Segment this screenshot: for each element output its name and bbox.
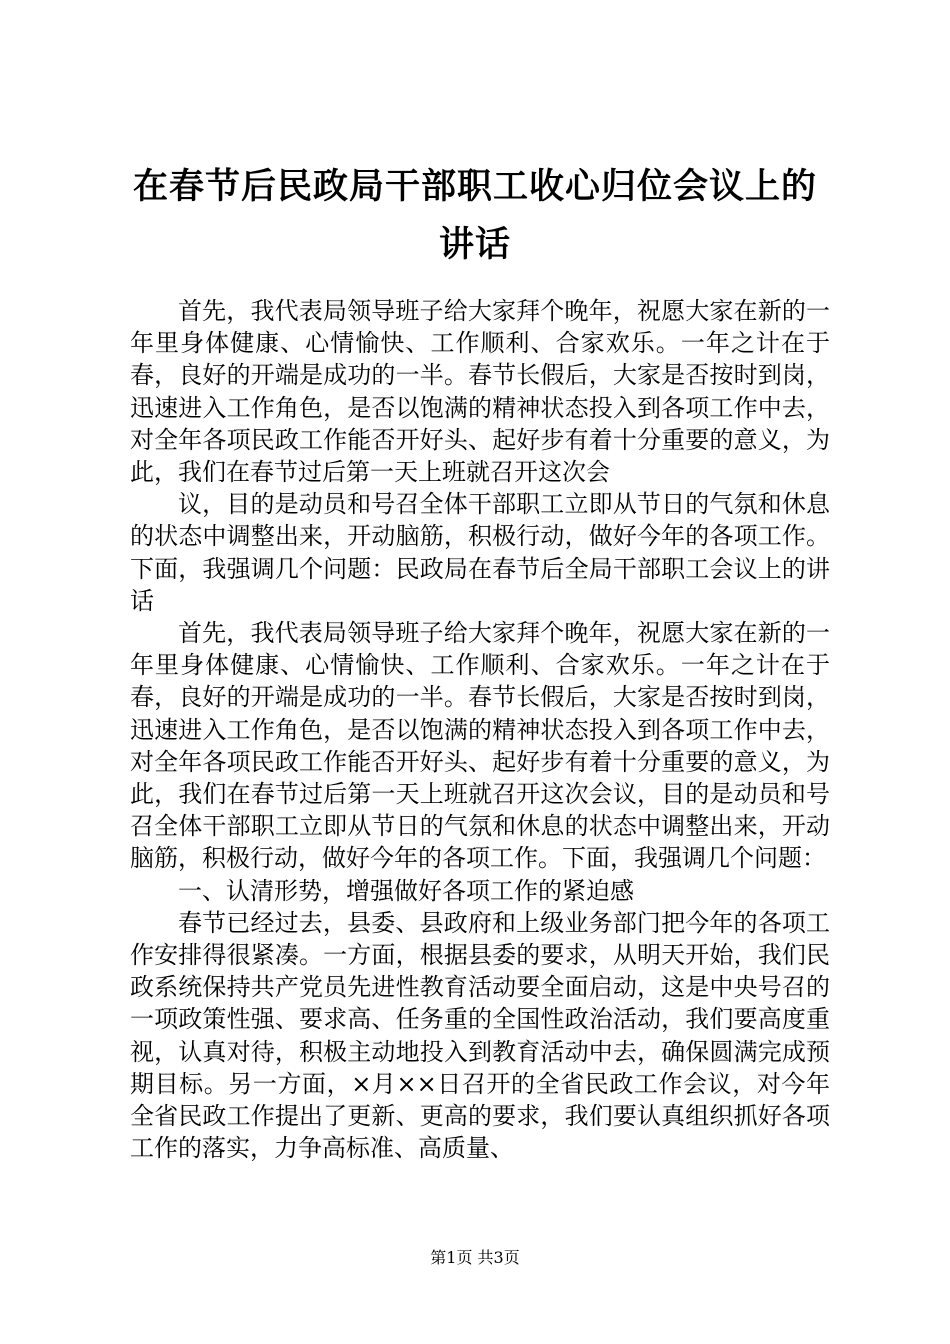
document-body — [130, 295, 830, 1164]
paragraph-1: 首先，我代表局领导班子给大家拜个晚年，祝愿大家在新的一年里身体健康、心情愉快、工作顺利、合家欢乐。一年之计在于春，良好的开端是成功的一半。春节长假后，大家是否按时到岗，迅速进入工作角色，是否以饱满的精神状态投入到各项工作中去，对全年各项民政工作能否开好头、起好步有着十分重要的意义，为此，我们在春节过后第一天上班就召开这次会 — [130, 297, 830, 487]
paragraph-4: 春节已经过去，县委、县政府和上级业务部门把今年的各项工作安排得很紧凑。一方面，根据县委的要求，从明天开始，我们民政系统保持共产党员先进性教育活动要全面启动，这是中央号召的一项政策性强、要求高、任务重的全国性政治活动，我们要高度重视，认真对待，积极主动地投入到教育活动中去，确保圆满完成预期目标。另一方面，×月××日召开的全省民政工作会议，对今年全省民政工作提出了更新、更高的要求，我们要认真组织抓好各项工作的落实，力争高标准、高质量、 — [130, 908, 830, 1163]
paragraph-2: 议，目的是动员和号召全体干部职工立即从节日的气氛和休息的状态中调整出来，开动脑筋，积极行动，做好今年的各项工作。下面，我强调几个问题：民政局在春节后全局干部职工会议上的讲话 — [130, 490, 830, 615]
paragraph-3: 首先，我代表局领导班子给大家拜个晚年，祝愿大家在新的一年里身体健康、心情愉快、工作顺利、合家欢乐。一年之计在于春，良好的开端是成功的一半。春节长假后，大家是否按时到岗，迅速进入工作角色，是否以饱满的精神状态投入到各项工作中去，对全年各项民政工作能否开好头、起好步有着十分重要的意义，为此，我们在春节过后第一天上班就召开这次会议，目的是动员和号召全体干部职工立即从节日的气氛和休息的状态中调整出来，开动脑筋，积极行动，做好今年的各项工作。下面，我强调几个问题： — [130, 619, 830, 873]
page-footer: 第1页 共3页 — [430, 1248, 520, 1267]
document-title: 在春节后民政局干部职工收心归位会议上的讲话 — [132, 166, 817, 265]
section-heading: 一、认清形势，增强做好各项工作的紧迫感 — [178, 876, 634, 905]
